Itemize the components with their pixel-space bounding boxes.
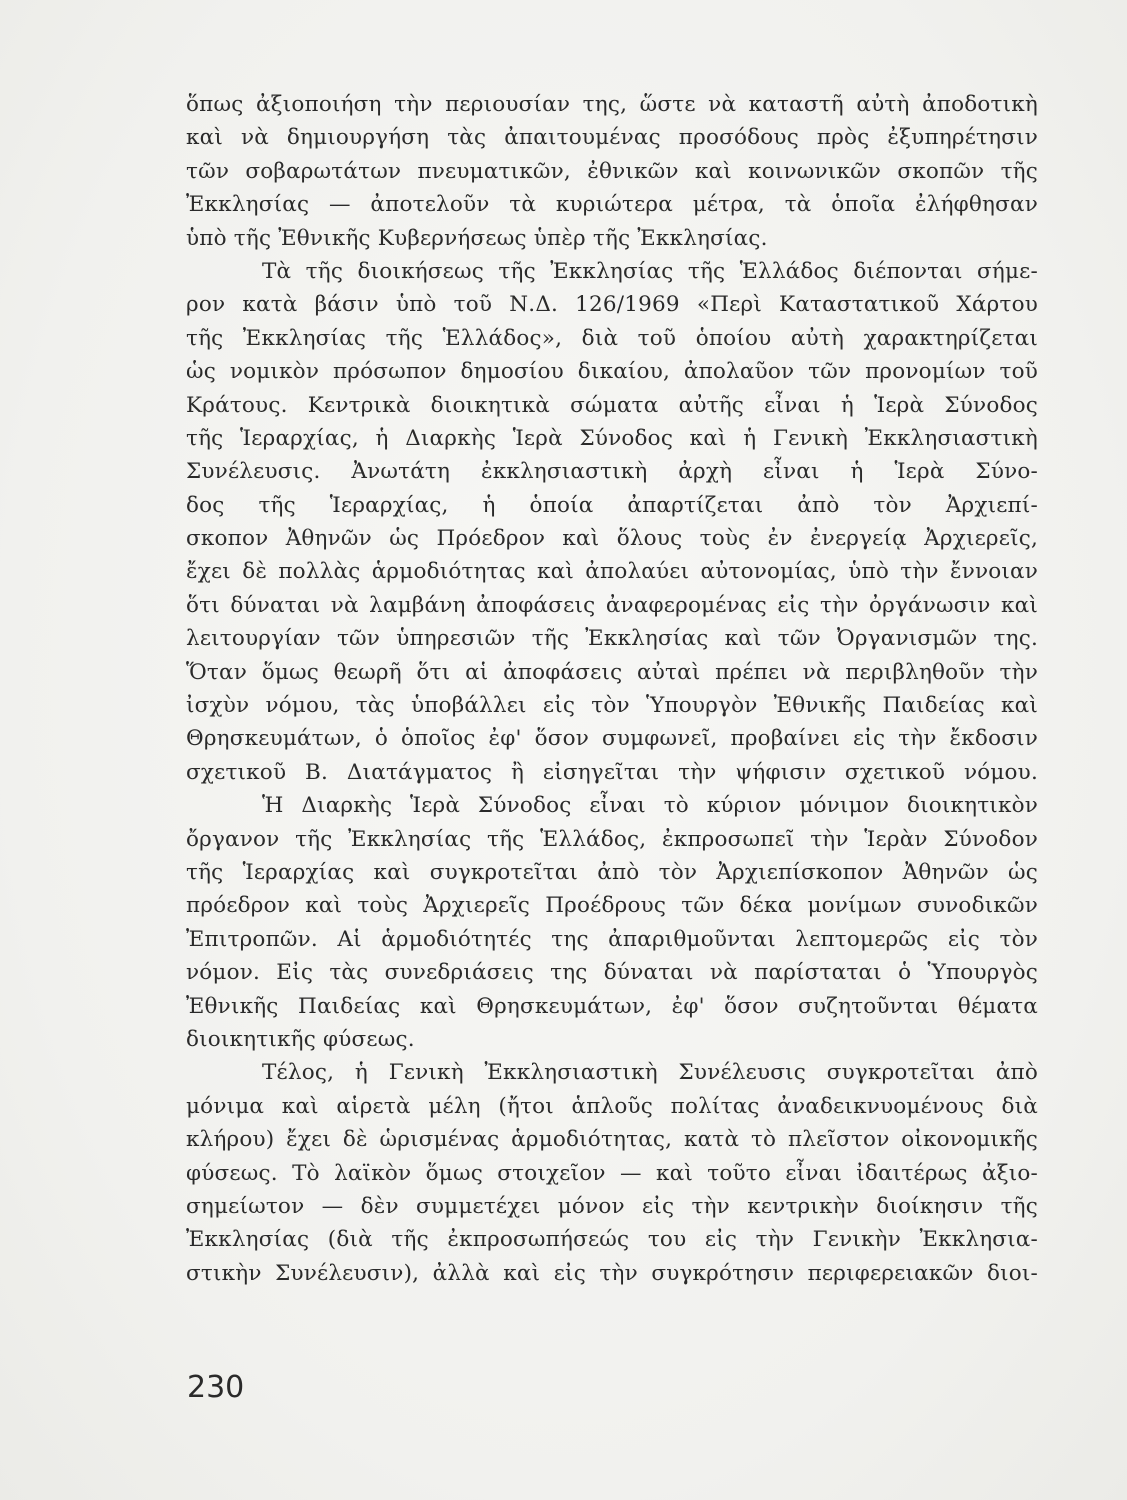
text-line: τῶν σοβαρωτάτων πνευματικῶν, ἐθνικῶν καὶ κοινωνικῶν σκοπῶν τῆς <box>186 158 1038 184</box>
text-line: μόνιμα καὶ αἱρετὰ μέλη (ἤτοι ἁπλοῦς πολίτας ἀναδεικνυομένους διὰ <box>186 1093 1038 1119</box>
text-line: Ἐθνικῆς Παιδείας καὶ Θρησκευμάτων, ἐφ' ὅσον συζητοῦνται θέματα <box>186 993 1038 1019</box>
text-line: Ἐκκλησίας (διὰ τῆς ἐκπροσωπήσεώς του εἰς τὴν Γενικὴν Ἐκκλησια- <box>186 1227 1038 1253</box>
text-line: τῆς Ἱεραρχίας καὶ συγκροτεῖται ἀπὸ τὸν Ἀρχιεπίσκοπον Ἀθηνῶν ὡς <box>186 859 1038 885</box>
text-line: Ἡ Διαρκὴς Ἱερὰ Σύνοδος εἶναι τὸ κύριον μόνιμον διοικητικὸν <box>262 793 1038 819</box>
text-line: ὑπὸ τῆς Ἐθνικῆς Κυβερνήσεως ὑπὲρ τῆς Ἐκκλησίας. <box>186 225 768 251</box>
text-line: σχετικοῦ Β. Διατάγματος ἢ εἰσηγεῖται τὴν ψήφισιν σχετικοῦ νόμου. <box>186 759 1038 785</box>
text-line: στικὴν Συνέλευσιν), ἀλλὰ καὶ εἰς τὴν συγκρότησιν περιφερειακῶν διοι- <box>186 1260 1038 1286</box>
text-line: Ὅταν ὅμως θεωρῆ ὅτι αἱ ἀποφάσεις αὐταὶ πρέπει νὰ περιβληθοῦν τὴν <box>186 659 1038 685</box>
text-line: φύσεως. Τὸ λαϊκὸν ὅμως στοιχεῖον — καὶ τοῦτο εἶναι ἰδαιτέρως ἀξιο- <box>186 1160 1038 1186</box>
text-line: πρόεδρον καὶ τοὺς Ἀρχιερεῖς Προέδρους τῶν δέκα μονίμων συνοδικῶν <box>186 893 1038 919</box>
text-line: ὅτι δύναται νὰ λαμβάνη ἀποφάσεις ἀναφερομένας εἰς τὴν ὀργάνωσιν καὶ <box>186 592 1038 618</box>
text-line: ὅπως ἀξιοποιήση τὴν περιουσίαν της, ὥστε νὰ καταστῆ αὐτὴ ἀποδοτικὴ <box>186 92 1038 117</box>
text-line: ρον κατὰ βάσιν ὑπὸ τοῦ Ν.Δ. 126/1969 «Περὶ Καταστατικοῦ Χάρτου <box>186 292 1038 318</box>
text-line: τῆς Ἐκκλησίας τῆς Ἑλλάδος», διὰ τοῦ ὁποίου αὐτὴ χαρακτηρίζεται <box>186 325 1038 351</box>
text-line: ἔχει δὲ πολλὰς ἁρμοδιότητας καὶ ἀπολαύει αὐτονομίας, ὑπὸ τὴν ἔννοιαν <box>186 559 1038 585</box>
text-line: Κράτους. Κεντρικὰ διοικητικὰ σώματα αὐτῆς εἶναι ἡ Ἱερὰ Σύνοδος <box>186 392 1038 418</box>
text-line: Τὰ τῆς διοικήσεως τῆς Ἐκκλησίας τῆς Ἑλλάδος διέπονται σήμε- <box>262 258 1038 284</box>
text-line: Θρησκευμάτων, ὁ ὁποῖος ἐφ' ὅσον συμφωνεῖ, προβαίνει εἰς τὴν ἔκδοσιν <box>186 726 1038 752</box>
text-line: ὄργανον τῆς Ἐκκλησίας τῆς Ἑλλάδος, ἐκπροσωπεῖ τὴν Ἱερὰν Σύνοδον <box>186 826 1038 852</box>
text-line: ἰσχὺν νόμου, τὰς ὑποβάλλει εἰς τὸν Ὑπουργὸν Ἐθνικῆς Παιδείας καὶ <box>186 693 1038 719</box>
text-line: δος τῆς Ἱεραρχίας, ἡ ὁποία ἀπαρτίζεται ἀπὸ τὸν Ἀρχιεπί- <box>186 492 1038 518</box>
text-line: Ἐπιτροπῶν. Αἱ ἁρμοδιότητές της ἀπαριθμοῦνται λεπτομερῶς εἰς τὸν <box>186 926 1038 952</box>
text-line: κλήρου) ἔχει δὲ ὡρισμένας ἁρμοδιότητας, κατὰ τὸ πλεῖστον οἰκονομικῆς <box>186 1127 1038 1153</box>
text-line: σκοπον Ἀθηνῶν ὡς Πρόεδρον καὶ ὅλους τοὺς ἐν ἐνεργείᾳ Ἀρχιερεῖς, <box>186 526 1038 552</box>
text-line: Τέλος, ἡ Γενικὴ Ἐκκλησιαστικὴ Συνέλευσις συγκροτεῖται ἀπὸ <box>262 1060 1038 1086</box>
text-line: διοικητικῆς φύσεως. <box>186 1026 415 1052</box>
text-line: Ἐκκλησίας — ἀποτελοῦν τὰ κυριώτερα μέτρα, τὰ ὁποῖα ἐλήφθησαν <box>186 192 1038 218</box>
text-line: τῆς Ἱεραρχίας, ἡ Διαρκὴς Ἱερὰ Σύνοδος καὶ ἡ Γενικὴ Ἐκκλησιαστικὴ <box>186 425 1038 451</box>
page-number: 230 <box>187 1370 245 1405</box>
text-line: Συνέλευσις. Ἀνωτάτη ἐκκλησιαστικὴ ἀρχὴ εἶναι ἡ Ἱερὰ Σύνο- <box>186 459 1038 485</box>
text-line: λειτουργίαν τῶν ὑπηρεσιῶν τῆς Ἐκκλησίας καὶ τῶν Ὀργανισμῶν της. <box>186 626 1038 652</box>
text-line: ὡς νομικὸν πρόσωπον δημοσίου δικαίου, ἀπολαῦον τῶν προνομίων τοῦ <box>186 359 1038 385</box>
text-line: καὶ νὰ δημιουργήση τὰς ἀπαιτουμένας προσόδους πρὸς ἐξυπηρέτησιν <box>186 125 1038 151</box>
body-text <box>186 88 1038 1290</box>
text-line: σημείωτον — δὲν συμμετέχει μόνον εἰς τὴν κεντρικὴν διοίκησιν τῆς <box>186 1193 1038 1219</box>
text-line: νόμον. Εἰς τὰς συνεδριάσεις της δύναται νὰ παρίσταται ὁ Ὑπουργὸς <box>186 960 1038 986</box>
